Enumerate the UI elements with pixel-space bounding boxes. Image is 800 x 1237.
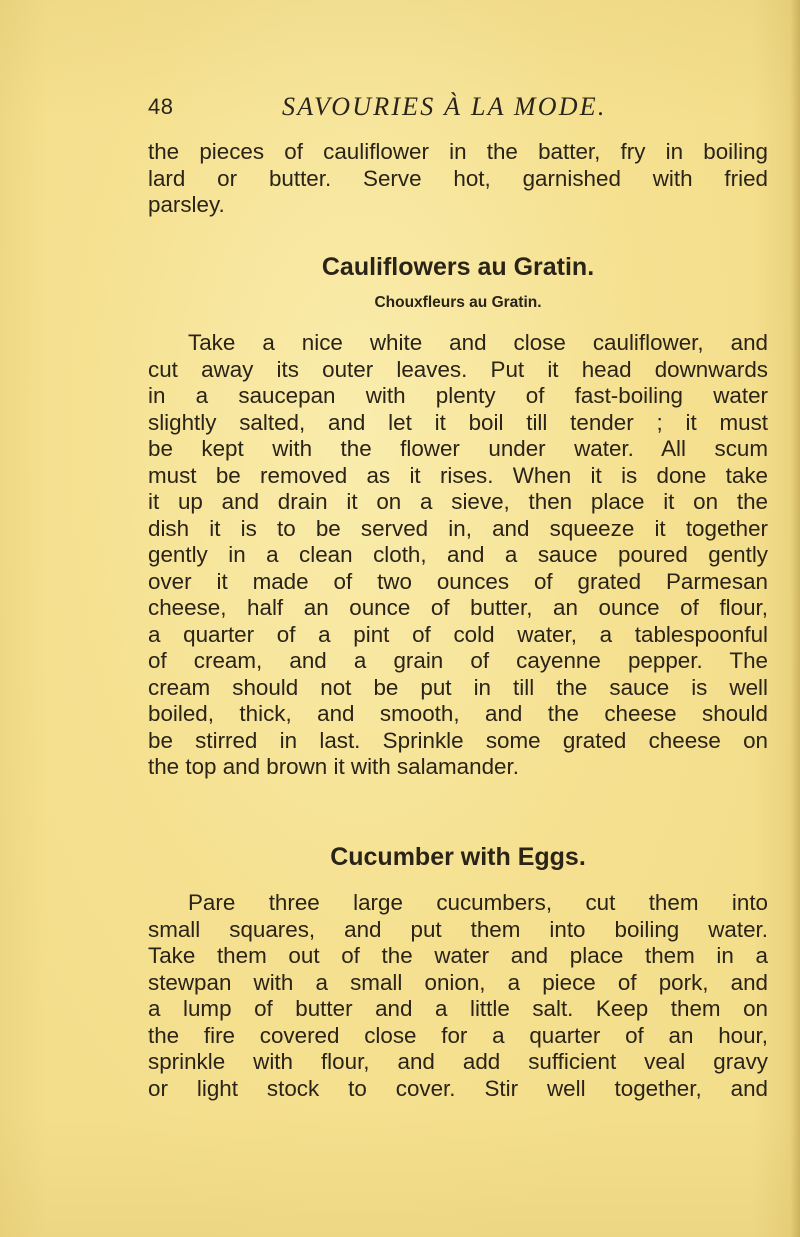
text-line: be kept with the flower under water. All scum bbox=[148, 436, 768, 461]
page-edge-shadow bbox=[790, 0, 800, 1237]
text-line: sprinkle with flour, and add sufficient veal gravy bbox=[148, 1049, 768, 1074]
text-line: be stirred in last. Sprinkle some grated cheese on bbox=[148, 727, 768, 753]
intro-paragraph bbox=[148, 139, 768, 219]
section-title-cucumber: Cucumber with Eggs. bbox=[330, 843, 586, 871]
cucumber-paragraph bbox=[148, 890, 768, 1102]
text-line: the top and brown it with salamander. bbox=[148, 754, 519, 779]
section-subtitle-cauliflower: Chouxfleurs au Gratin. bbox=[374, 294, 542, 311]
text-line: dish it is to be served in, and squeeze it together bbox=[148, 515, 768, 541]
text-line: the fire covered close for a quarter of an hour, bbox=[148, 1022, 768, 1048]
text-line: gently in a clean cloth, and a sauce poured gently bbox=[148, 542, 768, 567]
text-line: the pieces of cauliflower in the batter, fry in boiling bbox=[148, 139, 768, 164]
text-line: a quarter of a pint of cold water, a tablespoonful bbox=[148, 621, 768, 647]
section-title-cauliflower: Cauliflowers au Gratin. bbox=[321, 253, 595, 281]
running-title: SAVOURIES À LA MODE. bbox=[282, 92, 607, 121]
text-line: small squares, and put them into boiling water. bbox=[148, 916, 768, 942]
text-line: a lump of butter and a little salt. Keep them on bbox=[148, 996, 768, 1021]
text-line: slightly salted, and let it boil till tender ; it must bbox=[148, 409, 768, 435]
text-line: Pare three large cucumbers, cut them into bbox=[188, 890, 768, 915]
text-line: of cream, and a grain of cayenne pepper. The bbox=[148, 648, 768, 673]
text-line: cheese, half an ounce of butter, an ounce of flour, bbox=[148, 595, 768, 620]
text-line: Take them out of the water and place them in a bbox=[148, 943, 768, 968]
text-line: parsley. bbox=[148, 192, 225, 217]
text-line: Take a nice white and close cauliflower, and bbox=[188, 330, 768, 355]
text-line: over it made of two ounces of grated Parmesan bbox=[148, 568, 768, 594]
text-line: boiled, thick, and smooth, and the cheese should bbox=[148, 701, 768, 726]
text-line: in a saucepan with plenty of fast-boiling water bbox=[148, 383, 768, 408]
running-head bbox=[148, 94, 766, 124]
text-line: it up and drain it on a sieve, then place it on the bbox=[148, 489, 768, 514]
text-line: cut away its outer leaves. Put it head downwards bbox=[148, 356, 768, 382]
text-line: must be removed as it rises. When it is done take bbox=[148, 462, 768, 488]
page-number: 48 bbox=[148, 94, 174, 119]
text-line: cream should not be put in till the sauce is well bbox=[148, 674, 768, 700]
text-line: or light stock to cover. Stir well together, and bbox=[148, 1075, 768, 1101]
cauliflower-paragraph bbox=[148, 330, 768, 781]
text-line: lard or butter. Serve hot, garnished with fried bbox=[148, 165, 768, 191]
text-line: stewpan with a small onion, a piece of pork, and bbox=[148, 969, 768, 995]
